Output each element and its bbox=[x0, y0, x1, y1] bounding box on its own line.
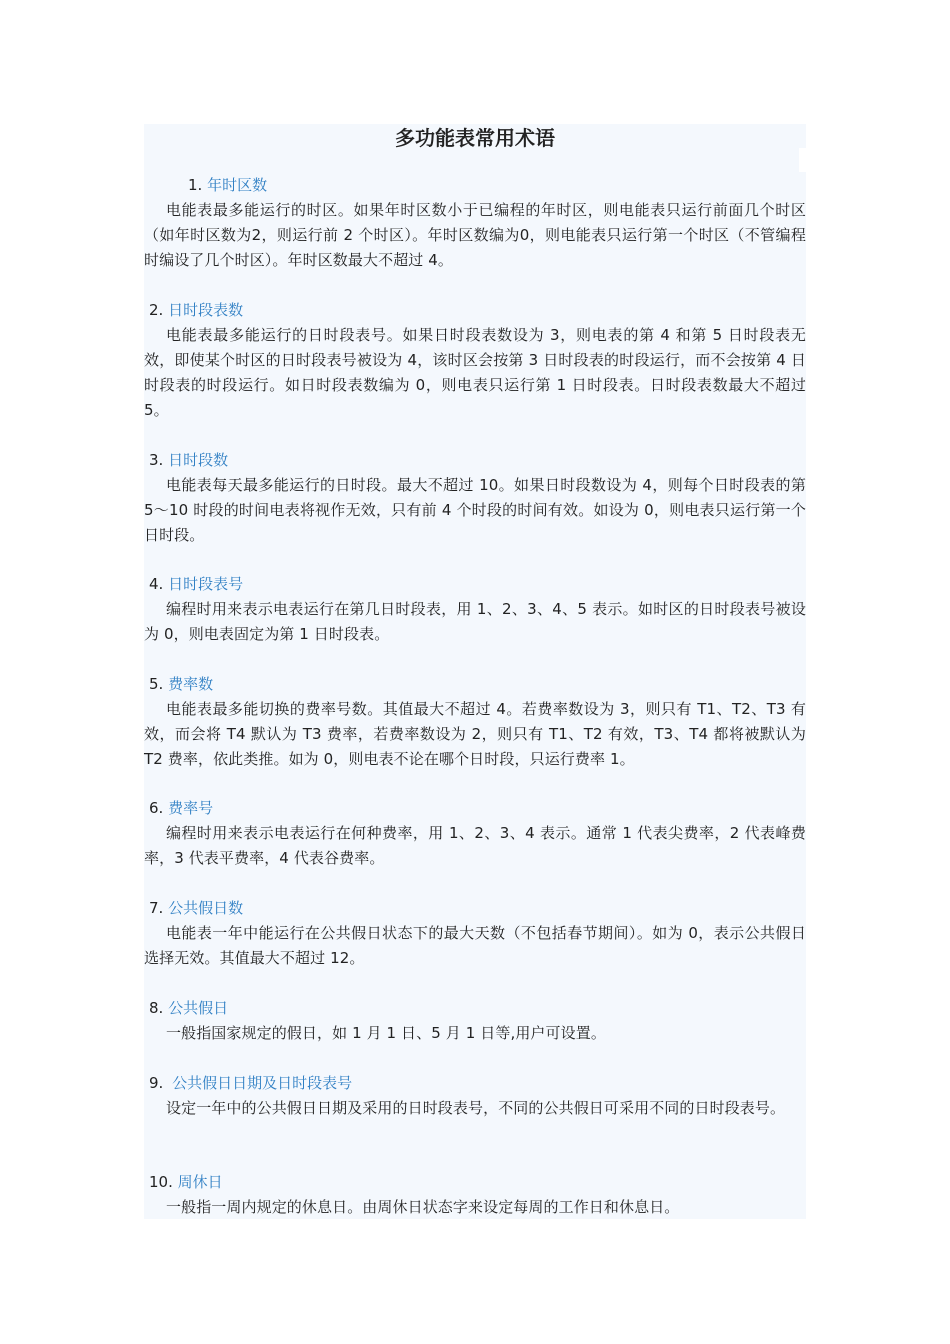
section-term: 费率数 bbox=[168, 675, 214, 693]
section-number: 8. bbox=[149, 999, 164, 1017]
section-body: 编程时用来表示电表运行在第几日时段表，用 1、2、3、4、5 表示。如时区的日时段表号被设为 0，则电表固定为第 1 日时段表。 bbox=[144, 600, 806, 643]
section-heading bbox=[144, 896, 806, 921]
section-number: 5. bbox=[149, 675, 164, 693]
section-heading bbox=[144, 1170, 806, 1195]
section-number: 10. bbox=[149, 1173, 173, 1191]
section-number: 1. bbox=[188, 176, 203, 194]
section-term: 日时段表数 bbox=[168, 301, 244, 319]
section-10 bbox=[144, 1170, 806, 1220]
section-heading bbox=[144, 572, 806, 597]
section-number: 4. bbox=[149, 575, 164, 593]
section-3 bbox=[144, 448, 806, 548]
section-term: 年时区数 bbox=[207, 176, 268, 194]
section-number: 6. bbox=[149, 799, 164, 817]
section-9 bbox=[144, 1071, 806, 1121]
section-4 bbox=[144, 572, 806, 647]
section-heading bbox=[144, 173, 806, 198]
page-title: 多功能表常用术语 bbox=[395, 126, 555, 150]
section-body: 编程时用来表示电表运行在何种费率，用 1、2、3、4 表示。通常 1 代表尖费率，2 代表峰费率，3 代表平费率，4 代表谷费率。 bbox=[144, 824, 806, 867]
section-body: 电能表每天最多能运行的日时段。最大不超过 10。如果日时段数设为 4，则每个日时段表的第 5～10 时段的时间电表将视作无效，只有前 4 个时段的时间有效。如设为 0，则电表只运行第一个日时段。 bbox=[144, 476, 806, 544]
section-term: 公共假日数 bbox=[168, 899, 244, 917]
section-heading bbox=[144, 796, 806, 821]
section-body: 电能表最多能运行的时区。如果年时区数小于已编程的年时区，则电能表只运行前面几个时区（如年时区数为2，则运行前 2 个时区）。年时区数编为0，则电能表只运行第一个时区（不管编程时编设了几个时区）。年时区数最大不超过 4。 bbox=[144, 201, 806, 269]
section-7 bbox=[144, 896, 806, 971]
section-heading bbox=[144, 996, 806, 1021]
section-number: 3. bbox=[149, 451, 164, 469]
section-1 bbox=[144, 173, 806, 273]
section-body: 一般指国家规定的假日，如 1 月 1 日、5 月 1 日等,用户可设置。 bbox=[166, 1024, 606, 1042]
section-heading bbox=[144, 672, 806, 697]
section-term: 日时段表号 bbox=[168, 575, 244, 593]
section-term: 费率号 bbox=[168, 799, 214, 817]
section-number: 9. bbox=[149, 1074, 164, 1092]
section-body: 电能表最多能运行的日时段表号。如果日时段表数设为 3，则电表的第 4 和第 5 日时段表无效，即使某个时区的日时段表号被设为 4，该时区会按第 3 日时段表的时段运行，而不会按第 4 日时段表的时段运行。如日时段表数编为 0，则电表只运行第 1 日时段表。日时段表数最大不超过 5。 bbox=[144, 326, 806, 419]
section-6 bbox=[144, 796, 806, 871]
section-body: 一般指一周内规定的休息日。由周休日状态字来设定每周的工作日和休息日。 bbox=[166, 1198, 680, 1216]
section-term: 周休日 bbox=[177, 1173, 223, 1191]
section-body: 电能表最多能切换的费率号数。其值最大不超过 4。若费率数设为 3，则只有 T1、T2、T3 有效，而会将 T4 默认为 T3 费率，若费率数设为 2，则只有 T1、T2 有效，T3、T4 都将被默认为 T2 费率，依此类推。如为 0，则电表不论在哪个日时段，只运行费率 1。 bbox=[144, 700, 806, 768]
section-5 bbox=[144, 672, 806, 772]
section-heading bbox=[144, 1071, 806, 1096]
section-8 bbox=[144, 996, 806, 1046]
section-term: 公共假日日期及日时段表号 bbox=[172, 1074, 353, 1092]
section-2 bbox=[144, 298, 806, 423]
section-body: 电能表一年中能运行在公共假日状态下的最大天数（不包括春节期间）。如为 0，表示公共假日选择无效。其值最大不超过 12。 bbox=[144, 924, 806, 967]
section-heading bbox=[144, 448, 806, 473]
section-term: 日时段数 bbox=[168, 451, 229, 469]
section-term: 公共假日 bbox=[168, 999, 229, 1017]
section-number: 7. bbox=[149, 899, 164, 917]
section-heading bbox=[144, 298, 806, 323]
section-number: 2. bbox=[149, 301, 164, 319]
section-body: 设定一年中的公共假日日期及采用的日时段表号，不同的公共假日可采用不同的日时段表号。 bbox=[166, 1099, 786, 1117]
